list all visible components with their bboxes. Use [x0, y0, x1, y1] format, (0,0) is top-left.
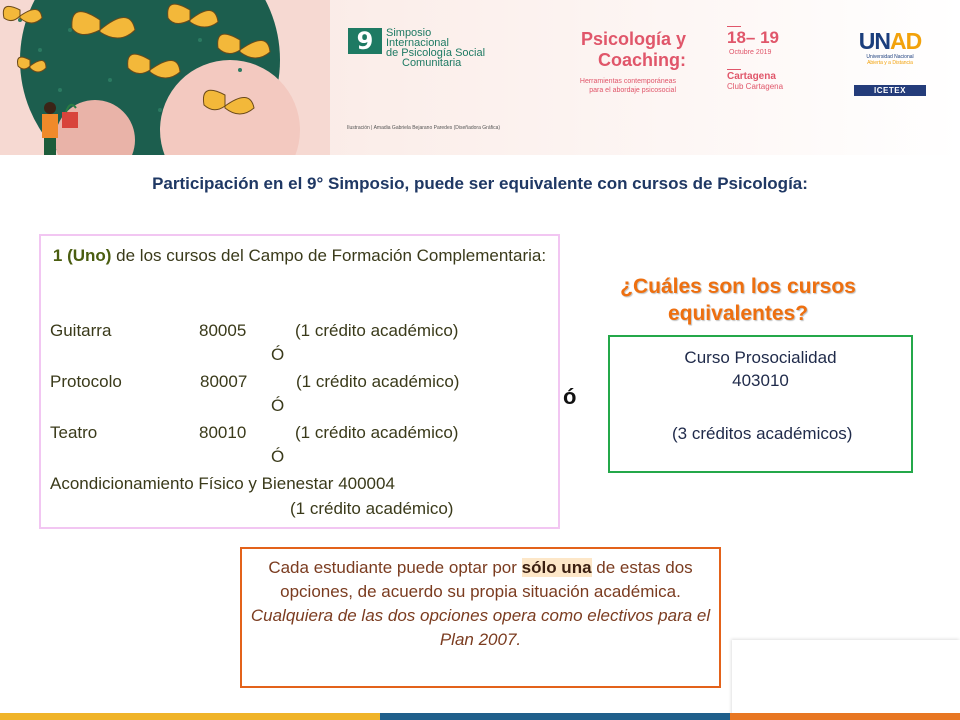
course-name: Curso Prosocialidad: [684, 348, 837, 367]
corner-card: [732, 640, 960, 720]
butterfly-illustration: [0, 0, 330, 155]
or-separator: Ó: [271, 345, 285, 364]
question-heading: ¿Cuáles son los cursos equivalentes?: [620, 275, 856, 325]
course-code: 403010: [732, 371, 789, 390]
footer-stripe-orange: [730, 713, 960, 720]
note-text: Cada estudiante puede optar por sólo una de estas dos opciones, de acuerdo su propia situación académica.: [268, 558, 693, 601]
footer-stripe: [0, 713, 960, 720]
or-separator: Ó: [271, 396, 285, 415]
footer-stripe-yellow: [0, 713, 380, 720]
course-credits-last: (1 crédito académico): [290, 499, 454, 518]
course-credits: (3 créditos académicos): [672, 424, 853, 443]
note-italic: Cualquiera de las dos opciones opera como electivos para el Plan 2007.: [250, 606, 711, 649]
illustration-credit: Ilustración | Amadia Gabriela Bejarano Paredes (Diseñadora Gráfica): [347, 125, 501, 131]
footer-stripe-blue: [380, 713, 730, 720]
simposio-logo: [348, 28, 485, 68]
event-dates: 18– 19 Octubre 2019 Cartagena Club Cartagena: [727, 28, 784, 91]
or-separator: Ó: [271, 447, 285, 466]
option-a-title: 1 (Uno) de los cursos del Campo de Formación Complementaria:: [52, 246, 547, 265]
event-subtitle: Herramientas contemporáneas para el abordaje psicosocial: [579, 78, 676, 94]
course-row-last: Acondicionamiento Físico y Bienestar 400004: [50, 474, 395, 493]
page-heading: Participación en el 9° Simposio, puede ser equivalente con cursos de Psicología:: [152, 174, 808, 193]
option-a-box: 1 (Uno) de los cursos del Campo de Formación Complementaria: Guitarra 80005 (1 crédito académico) Ó Protocolo 80007 (1 crédito académico) Ó Teatro 80010 (1 crédito académico) Ó Acondicionamiento Físico y Bienestar 400004 (1 crédito académico): [39, 234, 560, 529]
event-title: Psicología y Coaching:: [580, 29, 686, 70]
unad-logo: UNAD Universidad Nacional Abierta y a Distancia: [858, 28, 922, 66]
note-box: [240, 547, 721, 688]
event-banner: [0, 0, 960, 155]
event-number: 9: [348, 28, 382, 54]
or-connector: ó: [563, 384, 577, 409]
option-b-box: [608, 335, 913, 473]
event-name: Simposio Internacional de Psicología Social Comunitaria: [386, 27, 486, 69]
icetex-logo: ICETEX: [854, 85, 926, 96]
